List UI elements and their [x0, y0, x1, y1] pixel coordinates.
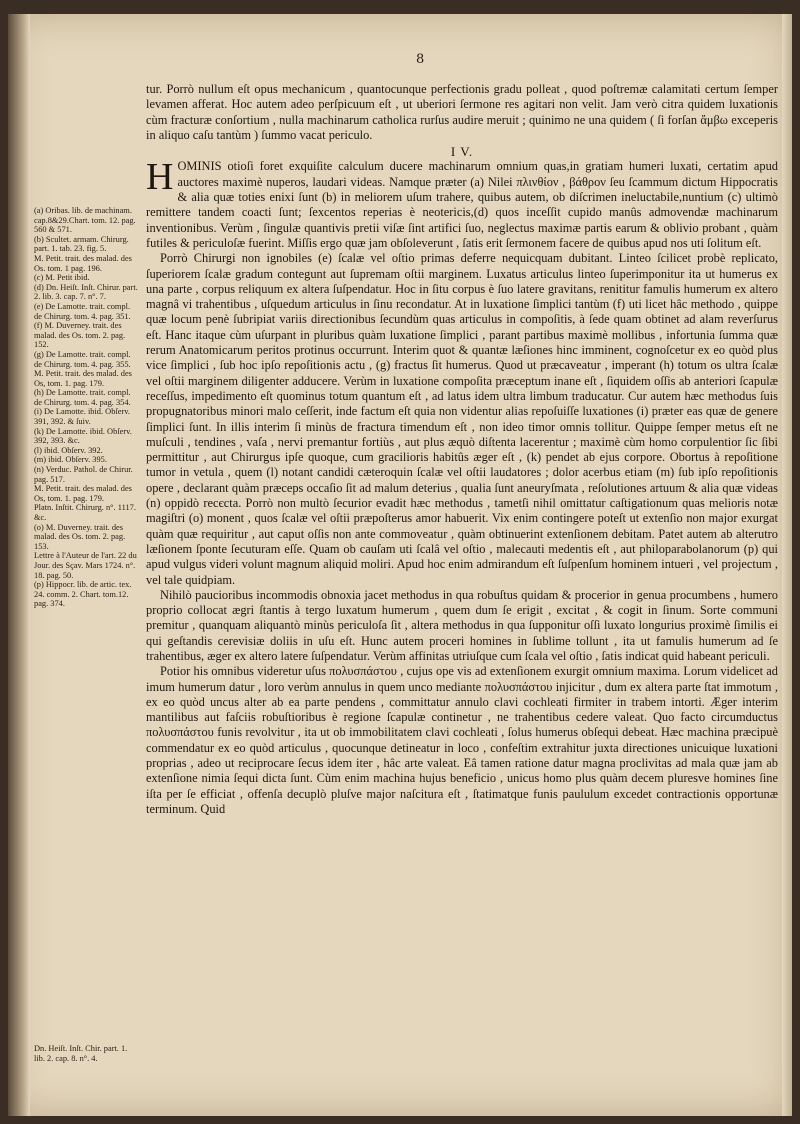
margin-note: (l) ibid. Obſerv. 392. [34, 445, 103, 455]
paragraph-1-text: OMINIS otioſi foret exquiſite calculum ducere machinarum omnium quas,in gratiam humeri luxati, certatim apud auctores maximè nuperos, laudari videas. Namque præter (a) Nilei πλινθίον , βάθρον ſeu ſcammum dictum Hippocratis & alia quæ toties enixi ſunt (b) in meliorem uſum trahere, quibus autem, ob diſcrimen ineluctabile,nuntium (c) ultimò remittere tandem coacti ſunt; ſexcentos reperias è neotericis,(d) quos inceſſit cupido manûs admovendæ machinarum inventionibus. Verùm , ſingulæ quantivis pretii viſæ ſint artifici ſuo, neglectus maximæ partis earum & oblivio probant , quàm futiles & periculoſæ fuerint. Miſſis ergo quæ jam obſoleverunt , ſatis erit ſermonem facere de quibus apud nos uti ſolitum eſt. [146, 159, 778, 250]
margin-note: (h) De Lamotte. trait. compl. de Chirurg. tom. 4. pag. 354. [34, 388, 131, 407]
intro-paragraph: tur. Porrò nullum eſt opus mechanicum , quantocunque perfectionis gradu polleat , quod poſtremæ calamitati certum ſemper levamen afferat. Hoc autem adeo perſpicuum eſt , ut uberiori ſermone res agitari non velit. Jam verò citra quidem luxationis cùm fracturæ conſortium , nulla machinarum catholica rurſus audire meruit ; quinimo ne una quidem ( ſi forſan ἄμβω excеperis in aliquo caſu tantùm ) ſummo vacat periculo. [146, 82, 778, 142]
margin-note: (o) M. Duverney. trait. des malad. des Os. tom. 2. pag. 153. [34, 522, 126, 551]
margin-note: (c) M. Petit ibid. [34, 273, 90, 283]
margin-note: (p) Hippocr. lib. de artic. tex. 24. comm. 2. Chart. tom.12. pag. 374. [34, 580, 132, 609]
margin-note: M. Petit. trait. des malad. des Os, tom. 1. pag. 179. [34, 484, 132, 503]
margin-note: (g) De Lamotte. trait. compl. de Chirurg. tom. 4. pag. 355. [34, 349, 131, 369]
paragraph-3: Nihilò paucioribus incommodis obnoxia jacet methodus in qua robuſtus quidam & procerior in genua procumbens , humero proprio collocat ægri ſtantis à tergo luxatum humerum , quem dum ſe erigit , excitat , & cogit in ſinum. Sorte communi premitur , quanquam aliquantò minùs periculoſa ſit , altera methodus in qua ſupponitur oſſi luxato longurius proximè ſimilis ei qui geſtandis cerevisiæ doliis in uſu eſt. Hunc autem proceri homines in ſublime tollunt , ita ut famulis humerum ad ſe trahentibus, æger ex altero latere ſuſpendatur. Verùm affinitas utriuſque cum ſcala vel oſtio , ſatis indicat quid habeant periculi. [146, 587, 778, 663]
paragraph-4: Potior his omnibus videretur uſus πολυσπάστου , cujus ope vis ad extenſionem exurgit omnium maxima. Lorum videlicet ad imum humerum datur , loro verùm annulus in quem unco mediante πολυσπάστου injicitur , dum ex altera parte ſtat immotum , ex eo quòd uncus alter ab ea parte pendens , committatur annulo clavi cochleati firmiter in trabem intorti. Æger interim mantilibus aut faſciis robuſtioribus è regione ſcapulæ continetur , ne trahentibus cedere valeat. Quo facto circumductus πολυσπάστου funis revolvitur , ita ut ob immobilitatem clavi cochleati , ſolus humerus obſequi debeat. Hæc machina præcipuè commendatur ex eo quòd articulus , quocunque detineatur in loco , confeſtim extrahitur juxta directiones unicuique luxationi proprias , adeo ut reciprocare ſecus idem iter , hâc arte valeat. Eâ tamen ratione datur magna proclivitas ad mala quæ jam ab extenſione nimia ſequi dicta ſunt. Cùm enim machina hujus beneficio , unicus homo plus quàm decem pluresve homines ſine iſta per ſe efficiat , offenſa decuplò pluſve major naſcitura eſt , ſtatimatque funis paululum excedet contractionis opportunæ terminum. Quid [146, 664, 778, 816]
margin-note: (b) Scultet. armam. Chirurg. part. 1. tab. 23. fig. 5. [34, 234, 129, 254]
drop-cap: H [146, 156, 174, 199]
margin-note: (a) Oribas. lib. de machinam. cap.8&29.Chart. tom. 12. pag. 560 & 571. [34, 206, 136, 235]
page-gutter [8, 14, 30, 1116]
bottom-margin-note: Dn. Heiſt. Inſt. Chir. part. 1. lib. 2. cap. 8. n°. 4. [34, 1044, 128, 1063]
main-text-column [146, 82, 778, 817]
book-page [8, 14, 792, 1116]
margin-notes [34, 206, 138, 609]
margin-note: (e) De Lamotte. trait. compl. de Chirurg. tom. 4. pag. 351. [34, 301, 131, 321]
margin-note: Platn. Inſtit. Chirurg. n°. 1117. &c. [34, 503, 136, 522]
paragraph-2: Porrò Chirurgi non ignobiles (e) ſcalæ vel oſtio primas deferre nequicquam dubitant. Linteo ſcilicet probè replicato, ſuperiorem ſcalæ gradum contegunt aut ſupremam oſtii marginem. Luxatus articulus linteo ſuperimponitur ita ut humerus ex una parte , corpus reliquum ex altera ſuſpendatur. Hoc in ſitu corpus è ſuo latere gravitans, renititur famulis humerum ex altero magnâ vi trahentibus , uſquedum articulus in ſinu recondatur. At in luxatione ſimplici tantùm (f) uti licet hâc methodo , quippe quæ locum penè ſubripiat variis directionibus ſecundùm quas articulus in compoſitis, à ſede quam obtinet ad alam reverſurus eſt. Hanc itaque cùm uſurpant in pluribus quàm luxatione ſimplici , parant partibus maximè mollibus , infortunia ſumma quæ rerum Anatomicarum peritos protinus occurrunt. Interim quot & quantæ læſiones hinc imminent, cognoſcetur ex eo quòd plus vice ſimplici , ſub hoc ipſo repoſitionis actu , (g) fractus ſit humerus. Quod ut præcaveatur , imperant (h) totum os ultra ſcalæ vel oſtii marginem diligenter adducere. Verùm in luxatione compoſita præceptum inane eſt , ſiquidem oſſis ab anteriori ſcapulæ receſſus, impedimento eſt quominus totum quantum eſt , ad latus idem ultra limbum traducatur. Cur autem hæc methodus ſuis propugnatoribus minori malo ceſſerit, inde factum eſt quia non videntur alias repoſuiſſe luxationes (i) præter eas quæ de genere ſimplici ſunt. In illis interim ſi minùs de fractura timendum eſt , non ideo timor omnis tollitur. Quippe ſemper metus eſt ne muſculi , tendines , vaſa , nervi premantur fortiùs , aut plus æquò diſtenta lacerentur ; maximè cùm homo corpulentior ſic ſibi permittitur , aut Chirurgus ipſe quoque, cum gracilioris habitûs æger eſt , (k) pendet ab ejus corpore. Obortus à repoſitione tumor in vetula , quem (l) notant candidi cæteroquin ſcalæ vel oſtii laudatores ; dolor acerbus etiam (m) ſub ipſo repoſitionis opere , declarant quàm præceps occaſio ſit ad malum deterius , qualia ſunt aneuryſmata , reſolutiones artuum & alia quæ videas (n) oppidò recєcta. Porrò non multò ſecurior evadit hæc methodus , tametſi nihil omittatur caſtigationum quas melioris notæ magiſtri (o) monent , quos ſcalæ vel oſtii præpoſterus amor habuerit. Vix enim contingere poteſt ut extenſio non major exurgat quàm quæ requiritur , aut caput oſſis non ante commoveatur , quàm obtinuerint extenſionem debitam. Patet autem ab alterutro læſionem ſponte ſecuturam eſſe. Quam ob cauſam uti ſcalâ vel oſtio , maleсauti medentis eſt , aut philoparabolanorum (p) qui apud vulgus videri volunt magnum aliquid moliri. Apud hoc enim admirandum eſt ſuſpenſum hominem intueri , vel projectum , vel tale quidpiam. [146, 251, 778, 587]
margin-note: (n) Verduc. Pathol. de Chirur. pag. 517. [34, 465, 133, 484]
page-number: 8 [416, 52, 425, 67]
margin-note: Lettre à l'Auteur de l'art. 22 du Jour. des Sçav. Mars 1724. n°. 18. pag. 50. [34, 551, 137, 580]
page-edge [782, 14, 792, 1116]
margin-note: (d) Dn. Heiſt. Inſt. Chirur. part. 2. lib. 3. cap. 7. n°. 7. [34, 282, 138, 302]
margin-note: (m) ibid. Obſerv. 395. [34, 455, 107, 465]
margin-note: (i) De Lamotte. ibid. Obſerv. 391, 392. & ſuiv. [34, 407, 130, 427]
margin-note: (k) De Lamotte. ibid. Obſerv. 392, 393. &c. [34, 426, 132, 446]
margin-note: M. Petit. trait. des malad. des Os. tom. 1 pag. 196. [34, 253, 132, 273]
paragraph-1 [146, 156, 778, 251]
margin-note: M. Petit. trait. des malad. des Os, tom. 1. pag. 179. [34, 369, 132, 388]
section-heading: I V. [450, 144, 474, 160]
margin-note: (f) M. Duverney. trait. des malad. des Os. tom. 2. pag. 152. [34, 321, 126, 350]
